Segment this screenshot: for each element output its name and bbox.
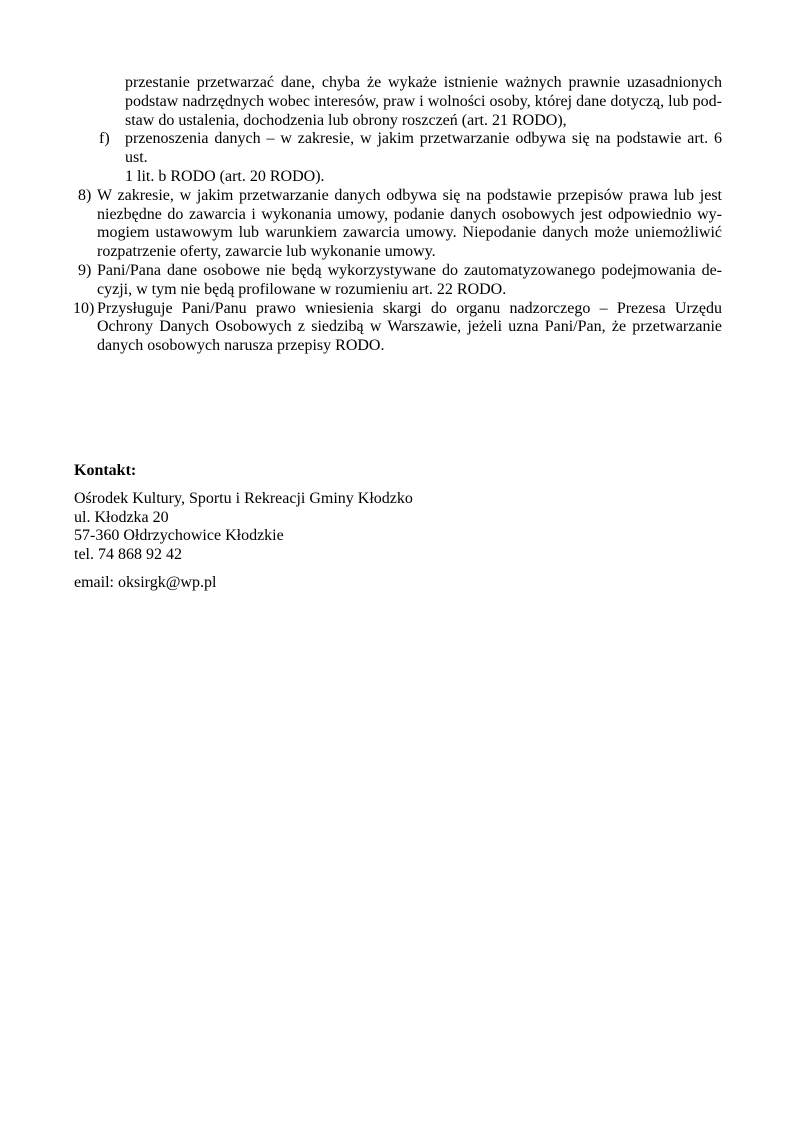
body-line — [0, 281, 722, 300]
body-line — [0, 168, 722, 187]
body-line-text: Przysługuje Pani/Panu prawo wniesienia skargi do organu nadzorczego – Prezesa Urzędu — [97, 299, 722, 317]
body-line-text: przenoszenia danych – w zakresie, w jakim przetwarzanie odbywa się na podstawie art. 6 ust. — [125, 130, 722, 167]
contact-line-organization: Ośrodek Kultury, Sportu i Rekreacji Gminy Kłodzko — [74, 489, 413, 507]
body-line — [0, 224, 722, 243]
list-marker: 9) — [78, 261, 92, 279]
body-line — [0, 112, 722, 131]
body-text-block — [0, 74, 722, 356]
list-marker: 8) — [78, 186, 92, 204]
body-line — [0, 243, 722, 262]
body-line — [0, 337, 722, 356]
body-line-text: przestanie przetwarzać dane, chyba że wykaże istnienie ważnych prawnie uzasadnionych — [125, 74, 722, 91]
body-line — [0, 206, 722, 225]
list-marker: f) — [99, 130, 110, 148]
contact-heading: Kontakt: — [74, 462, 137, 479]
body-line-text: Pani/Pana dane osobowe nie będą wykorzystywane do zautomatyzowanego podejmowania de- — [97, 261, 722, 279]
body-line-text: cyzji, w tym nie będą profilowane w rozumieniu art. 22 RODO. — [97, 280, 507, 298]
body-line — [0, 93, 722, 112]
body-line-item-8 — [0, 187, 722, 206]
body-line-text: niezbędne do zawarcia i wykonania umowy, podanie danych osobowych jest odpowiednio wy- — [97, 205, 722, 223]
body-line-text: W zakresie, w jakim przetwarzanie danych odbywa się na podstawie przepisów prawa lub jest — [97, 186, 722, 204]
body-line — [0, 318, 722, 337]
body-line-text: 1 lit. b RODO (art. 20 RODO). — [125, 167, 325, 185]
body-line-text: mogiem ustawowym lub warunkiem zawarcia umowy. Niepodanie danych może uniemożliwić — [97, 224, 722, 242]
contact-address — [74, 490, 413, 565]
contact-line-phone: tel. 74 868 92 42 — [74, 546, 182, 564]
body-line-text: danych osobowych narusza przepisy RODO. — [97, 337, 385, 355]
contact-block — [74, 462, 413, 593]
body-line-text: staw do ustalenia, dochodzenia lub obrony roszczeń (art. 21 RODO), — [125, 111, 567, 129]
body-line-text: Ochrony Danych Osobowych z siedzibą w Warszawie, jeżeli uzna Pani/Pan, że przetwarzanie — [97, 318, 722, 336]
contact-line-city: 57-360 Ołdrzychowice Kłodzkie — [74, 527, 284, 545]
body-line-item-9 — [0, 262, 722, 281]
contact-email-line: email: oksirgk@wp.pl — [74, 573, 217, 591]
body-line-item-f — [0, 130, 722, 168]
list-marker: 10) — [73, 299, 95, 317]
body-line-text: podstaw nadrzędnych wobec interesów, praw i wolności osoby, której dane dotyczą, lub pod- — [125, 92, 722, 110]
body-line — [0, 74, 722, 93]
body-line-item-10 — [0, 300, 722, 319]
body-line-text: rozpatrzenie oferty, zawarcie lub wykonanie umowy. — [97, 243, 436, 261]
contact-line-street: ul. Kłodzka 20 — [74, 508, 169, 526]
